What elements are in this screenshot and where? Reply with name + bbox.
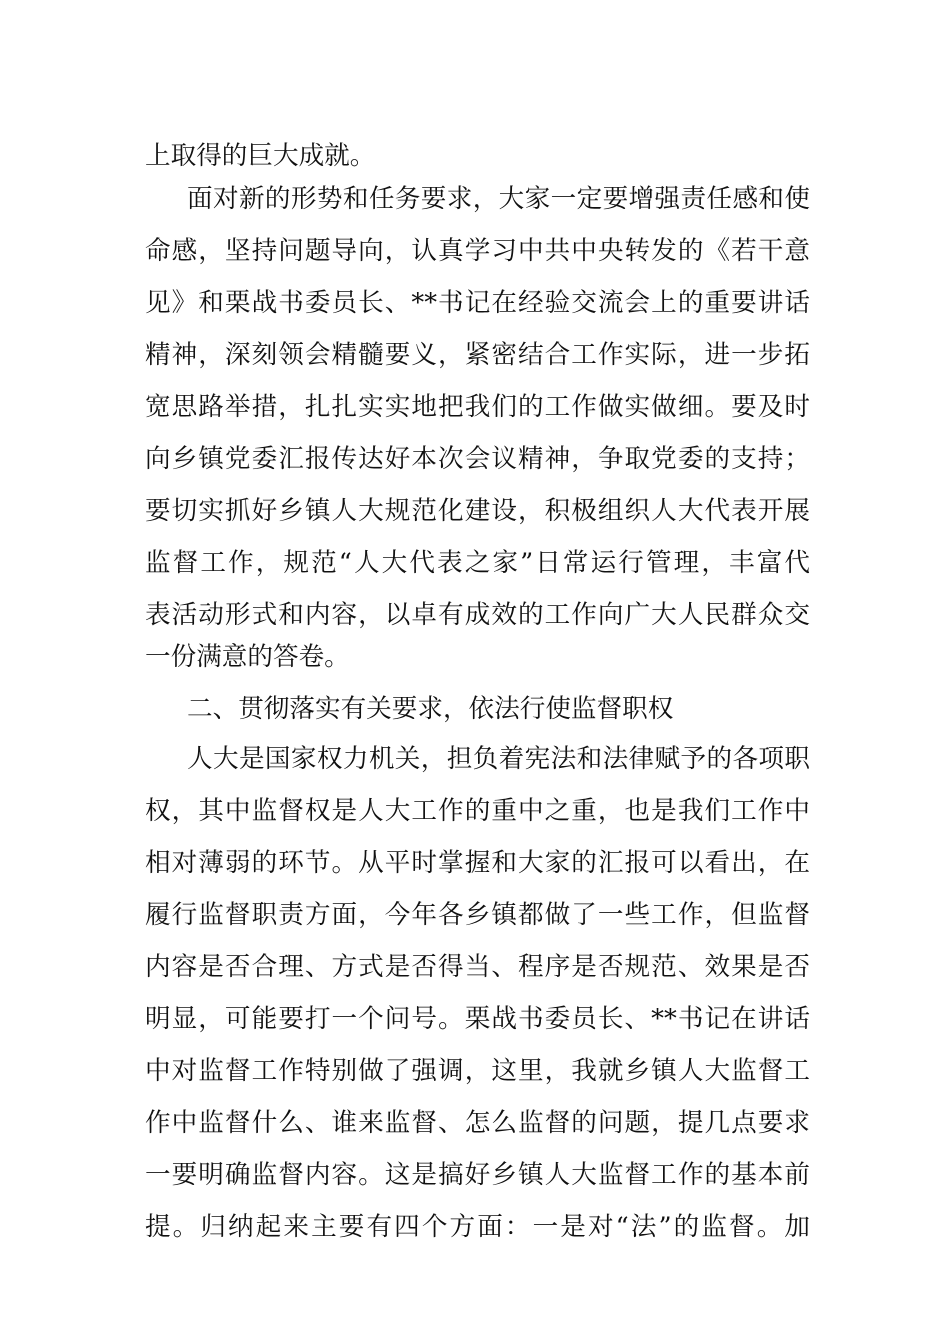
- paragraph-line: 表活动形式和内容，以卓有成效的工作向广大人民群众交: [145, 600, 810, 630]
- paragraph-line: 中对监督工作特别做了强调，这里，我就乡镇人大监督工: [145, 1056, 810, 1086]
- paragraph-line: 相对薄弱的环节。从平时掌握和大家的汇报可以看出，在: [145, 848, 810, 878]
- paragraph-line: 权，其中监督权是人大工作的重中之重，也是我们工作中: [145, 796, 810, 826]
- paragraph-line: 监督工作，规范“人大代表之家”日常运行管理，丰富代: [145, 548, 810, 578]
- paragraph-line: 向乡镇党委汇报传达好本次会议精神，争取党委的支持；: [145, 444, 810, 474]
- paragraph-line: 明显，可能要打一个问号。栗战书委员长、**书记在讲话: [145, 1004, 810, 1034]
- section-heading: 二、贯彻落实有关要求，依法行使监督职权: [187, 694, 674, 724]
- paragraph-line: 内容是否合理、方式是否得当、程序是否规范、效果是否: [145, 952, 810, 982]
- paragraph-line: 履行监督职责方面，今年各乡镇都做了一些工作，但监督: [145, 900, 810, 930]
- paragraph-line: 面对新的形势和任务要求，大家一定要增强责任感和使: [187, 184, 810, 214]
- paragraph-line: 一份满意的答卷。: [145, 642, 350, 672]
- paragraph-line: 要切实抓好乡镇人大规范化建设，积极组织人大代表开展: [145, 496, 810, 526]
- paragraph-line: 见》和栗战书委员长、**书记在经验交流会上的重要讲话: [145, 288, 810, 318]
- paragraph-line: 提。归纳起来主要有四个方面：一是对“法”的监督。加: [145, 1212, 810, 1242]
- paragraph-line: 一要明确监督内容。这是搞好乡镇人大监督工作的基本前: [145, 1160, 810, 1190]
- paragraph-line: 人大是国家权力机关，担负着宪法和法律赋予的各项职: [187, 744, 810, 774]
- paragraph-line: 作中监督什么、谁来监督、怎么监督的问题，提几点要求: [145, 1108, 810, 1138]
- paragraph-line: 命感，坚持问题导向，认真学习中共中央转发的《若干意: [145, 236, 810, 266]
- paragraph-line: 宽思路举措，扎扎实实地把我们的工作做实做细。要及时: [145, 392, 810, 422]
- paragraph-line: 精神，深刻领会精髓要义，紧密结合工作实际，进一步拓: [145, 340, 810, 370]
- paragraph-line: 上取得的巨大成就。: [145, 141, 376, 171]
